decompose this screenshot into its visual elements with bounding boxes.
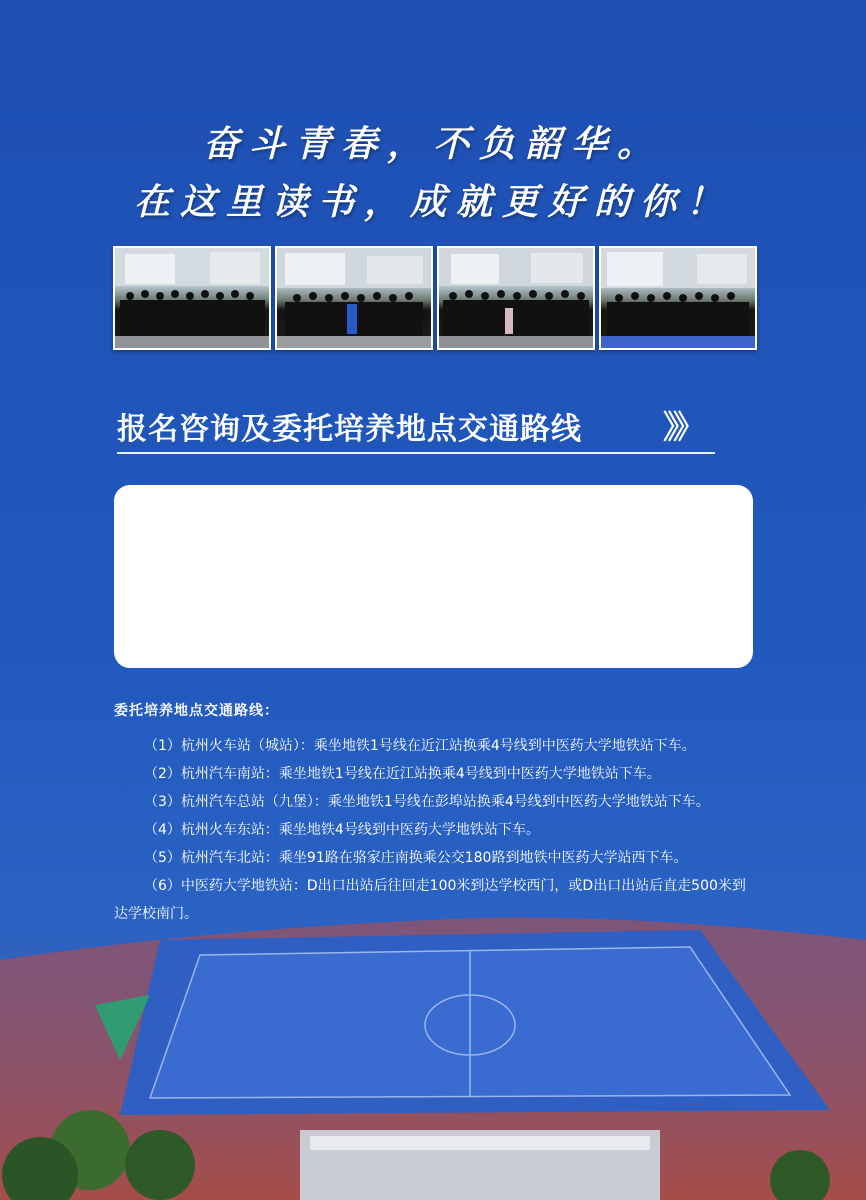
route-item: （6）中医药大学地铁站：D出口出站后往回走100米到达学校西门，或D出口出站后直走500米到达学校南门。 xyxy=(114,878,746,922)
blank-info-card xyxy=(114,485,753,668)
graduation-photo-2 xyxy=(275,246,433,350)
graduation-photo-3 xyxy=(437,246,595,350)
route-item: （4）杭州火车东站：乘坐地铁4号线到中医药大学地铁站下车。 xyxy=(144,822,540,838)
section-title: 报名咨询及委托培养地点交通路线 xyxy=(117,413,582,446)
photo-strip xyxy=(113,246,756,350)
title-underline-divider xyxy=(117,452,715,454)
route-item: （3）杭州汽车总站（九堡）：乘坐地铁1号线在彭埠站换乘4号线到中医药大学地铁站下车。 xyxy=(144,794,710,810)
slogan-line-1: 奋斗青春，不负韶华。 xyxy=(202,123,663,165)
route-item: （2）杭州汽车南站：乘坐地铁1号线在近江站换乘4号线到中医药大学地铁站下车。 xyxy=(144,766,661,782)
route-item: （1）杭州火车站（城站）：乘坐地铁1号线在近江站换乘4号线到中医药大学地铁站下车。 xyxy=(144,738,696,754)
double-chevron-icon: 》》 xyxy=(663,408,700,446)
routes-section xyxy=(114,700,759,928)
slogan-line-2: 在这里读书，成就更好的你！ xyxy=(133,181,732,223)
routes-heading: 委托培养地点交通路线： xyxy=(114,703,279,719)
stadium-background-image xyxy=(0,900,866,1200)
graduation-photo-4 xyxy=(599,246,757,350)
route-item: （5）杭州汽车北站：乘坐91路在骆家庄南换乘公交180路到地铁中医药大学站西下车。 xyxy=(144,850,688,866)
graduation-photo-1 xyxy=(113,246,271,350)
